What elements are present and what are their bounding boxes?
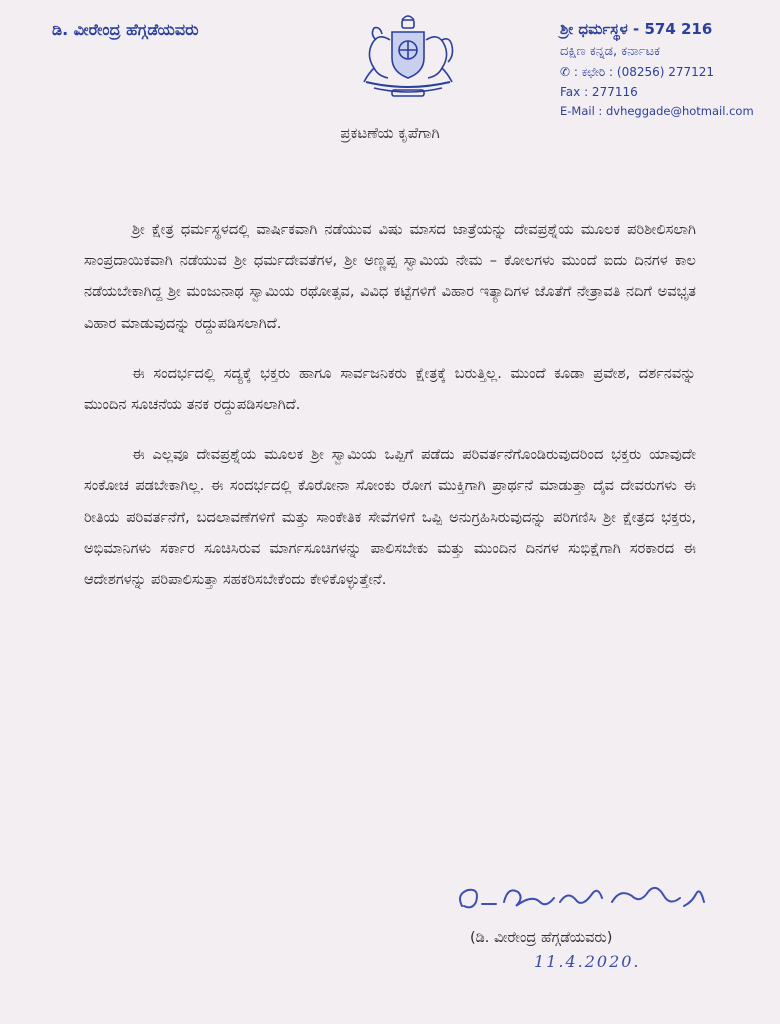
address-place: ಶ್ರೀ ಧರ್ಮಸ್ಥಳ - 574 216 <box>560 20 713 38</box>
address-district: ದಕ್ಷಿಣ ಕನ್ನಡ, ಕರ್ನಾಟಕ <box>560 44 660 59</box>
body-paragraph: ಶ್ರೀ ಕ್ಷೇತ್ರ ಧರ್ಮಸ್ಥಳದಲ್ಲಿ ವಾರ್ಷಿಕವಾಗಿ ನಡೆಯುವ ವಿಷು ಮಾಸದ ಜಾತ್ರೆಯನ್ನು ದೇವಪ್ರಶ್ನೆಯ ಮೂಲಕ ಪರಿಶೀಲಿಸಲಾಗಿ ಸಾಂಪ್ರದಾಯಿಕವಾಗಿ ನಡೆಯುವ ಶ್ರೀ ಧರ್ಮದೇವತೆಗಳ, ಶ್ರೀ ಅಣ್ಣಪ್ಪ ಸ್ವಾಮಿಯ ನೇಮ – ಕೋಲಗಳು ಮುಂದೆ ಐದು ದಿನಗಳ ಕಾಲ ನಡೆಯಬೇಕಾಗಿದ್ದ ಶ್ರೀ ಮಂಜುನಾಥ ಸ್ವಾಮಿಯ ರಥೋತ್ಸವ, ವಿವಿಧ ಕಟ್ಟೆಗಳಿಗೆ ವಿಹಾರ ಇತ್ಯಾದಿಗಳ ಜೊತೆಗೆ ನೇತ್ರಾವತಿ ನದಿಗೆ ಅವಭೃತ ವಿಹಾರ ಮಾಡುವುದನ್ನು ರದ್ದುಪಡಿಸಲಾಗಿದೆ. <box>84 221 696 332</box>
signatory-name: (ಡಿ. ವೀರೇಂದ್ರ ಹೆಗ್ಗಡೆಯವರು) <box>470 930 613 946</box>
signature-date: 11.4.2020. <box>534 952 641 971</box>
phone-number: ✆ : ಕಛೇರಿ : (08256) 277121 <box>560 65 715 79</box>
handwritten-signature-icon <box>452 872 712 922</box>
sender-name: ಡಿ. ವೀರೇಂದ್ರ ಹೆಗ್ಗಡೆಯವರು <box>52 20 199 39</box>
fax-number: Fax : 277116 <box>560 85 638 99</box>
contact-block <box>560 20 775 123</box>
karnataka-emblem-icon <box>352 10 464 102</box>
body-paragraph: ಈ ಎಲ್ಲವೂ ದೇವಪ್ರಶ್ನೆಯ ಮೂಲಕ ಶ್ರೀ ಸ್ವಾಮಿಯ ಒಪ್ಪಿಗೆ ಪಡೆದು ಪರಿವರ್ತನೆಗೊಂಡಿರುವುದರಿಂದ ಭಕ್ತರು ಯಾವುದೇ ಸಂಕೋಚ ಪಡಬೇಕಾಗಿಲ್ಲ. ಈ ಸಂದರ್ಭದಲ್ಲಿ ಕೊರೋನಾ ಸೋಂಕು ರೋಗ ಮುಕ್ತಿಗಾಗಿ ಪ್ರಾರ್ಥನೆ ಮಾಡುತ್ತಾ ದೈವ ದೇವರುಗಳು ಈ ರೀತಿಯ ಪರಿವರ್ತನೆಗೆ, ಬದಲಾವಣೆಗಳಿಗೆ ಮತ್ತು ಸಾಂಕೇತಿಕ ಸೇವೆಗಳಿಗೆ ಒಪ್ಪಿ ಅನುಗ್ರಹಿಸಿರುವುದನ್ನು ಪರಿಗಣಿಸಿ ಶ್ರೀ ಕ್ಷೇತ್ರದ ಭಕ್ತರು, ಅಭಿಮಾನಿಗಳು ಸರ್ಕಾರ ಸೂಚಿಸಿರುವ ಮಾರ್ಗಸೂಚಿಗಳನ್ನು ಪಾಲಿಸಬೇಕು ಮತ್ತು ಮುಂದಿನ ದಿನಗಳ ಸುಭಿಕ್ಷೆಗಾಗಿ ಸರಕಾರದ ಈ ಆದೇಶಗಳನ್ನು ಪರಿಪಾಲಿಸುತ್ತಾ ಸಹಕರಿಸಬೇಕೆಂದು ಕೇಳಿಕೊಳ್ಳುತ್ತೇನೆ. <box>84 446 696 589</box>
letter-heading: ಪ್ರಕಟಣೆಯ ಕೃಪೆಗಾಗಿ <box>340 124 440 142</box>
letter-body <box>84 214 696 614</box>
body-paragraph: ಈ ಸಂದರ್ಭದಲ್ಲಿ ಸದ್ಯಕ್ಕೆ ಭಕ್ತರು ಹಾಗೂ ಸಾರ್ವಜನಿಕರು ಕ್ಷೇತ್ರಕ್ಕೆ ಬರುತ್ತಿಲ್ಲ. ಮುಂದೆ ಕೂಡಾ ಪ್ರವೇಶ, ದರ್ಶನವನ್ನು ಮುಂದಿನ ಸೂಚನೆಯ ತನಕ ರದ್ದುಪಡಿಸಲಾಗಿದೆ. <box>84 364 696 414</box>
email-address: E-Mail : dvheggade@hotmail.com <box>560 104 754 118</box>
